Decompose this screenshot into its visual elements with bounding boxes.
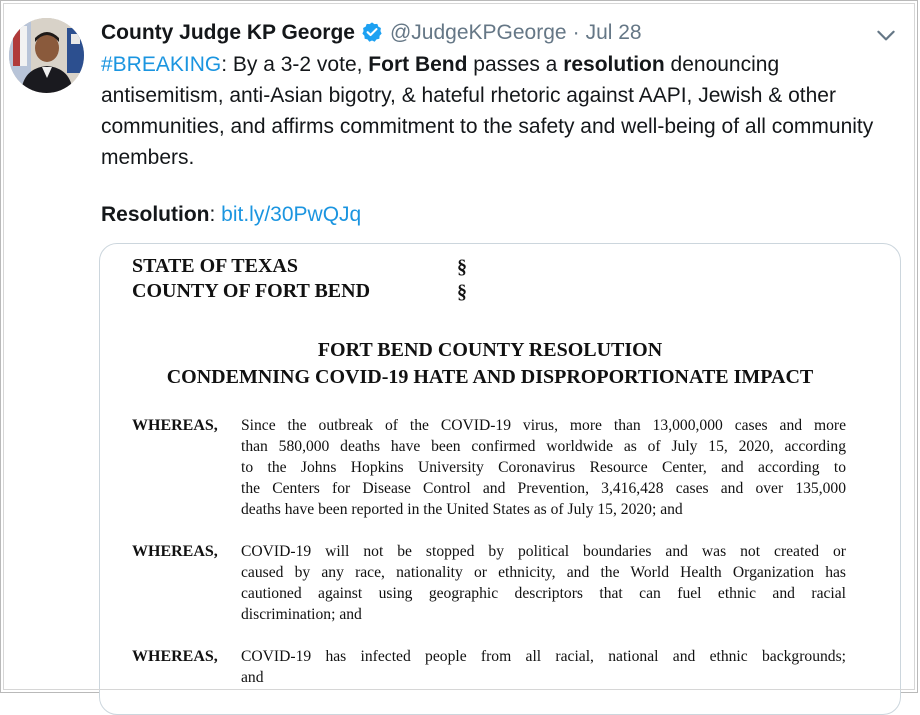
whereas-label-1: WHEREAS, [132,417,218,434]
clause-line: the Centers for Disease Control and Prevention, 3,416,428 cases and over 135,000 [241,480,846,497]
tweet-text-bold2: resolution [563,53,665,76]
resolution-link[interactable]: bit.ly/30PwQJq [221,203,362,226]
clause-line: than 580,000 deaths have been confirmed worldwide as of July 15, 2020, according [241,438,846,455]
avatar[interactable] [9,18,84,93]
clause-line: discrimination; and [241,606,362,623]
clause-line: caused by any race, nationality or ethnicity, and the World Health Organization has [241,564,846,581]
separator-dot: · [572,21,580,44]
attached-document-image[interactable] [99,243,901,715]
tweet-text-bold1: Fort Bend [368,53,468,76]
county-label: COUNTY OF FORT BEND [132,280,371,302]
tweet-header [101,18,642,50]
clause-line: to the Johns Hopkins University Coronavirus Resource Center, and according to [241,459,846,476]
tweet-text-part1: : By a 3-2 vote, [221,53,369,76]
hashtag-breaking[interactable]: #BREAKING [101,53,222,76]
section-symbol-1: § [457,256,467,278]
tweet-text-part2: passes a [467,53,564,76]
clause-line: Since the outbreak of the COVID-19 virus, more than 13,000,000 cases and more [241,417,846,434]
whereas-label-2: WHEREAS, [132,543,218,560]
resolution-document [100,244,900,714]
document-title-line1: FORT BEND COUNTY RESOLUTION [317,339,663,361]
section-symbol-2: § [457,281,467,303]
clause-line: and [241,669,264,686]
avatar-photo-icon [9,18,84,93]
tweet-text-part3: denouncing antisemitism, anti-Asian bigotry, & hateful rhetoric against AAPI, Jewish & other communities, and affirms commitment to the safety and well-being of all community members. [101,53,874,169]
state-label: STATE OF TEXAS [132,255,298,277]
whereas-clause-1 [241,415,846,520]
whereas-clause-3 [241,646,846,688]
tweet-text [101,49,891,173]
clause-line: deaths have been reported in the United States as of July 15, 2020; and [241,501,683,518]
resolution-colon: : [209,203,222,226]
clause-line: cautioned against using geographic descriptors that can fuel ethnic and racial [241,585,846,602]
verified-badge-icon [361,21,383,43]
resolution-label: Resolution [101,203,210,226]
handle[interactable]: @JudgeKPGeorge [389,21,567,44]
resolution-line [101,199,361,230]
whereas-clause-2 [241,541,846,625]
tweet-date[interactable]: Jul 28 [585,21,642,44]
clause-line: COVID-19 has infected people from all racial, national and ethnic backgrounds; [241,648,846,665]
chevron-down-icon[interactable] [873,22,899,48]
display-name[interactable]: County Judge KP George [101,21,355,44]
document-title-line2: CONDEMNING COVID-19 HATE AND DISPROPORTIONATE IMPACT [166,366,814,388]
clause-line: COVID-19 will not be stopped by political boundaries and was not created or [241,543,846,560]
whereas-label-3: WHEREAS, [132,648,218,665]
